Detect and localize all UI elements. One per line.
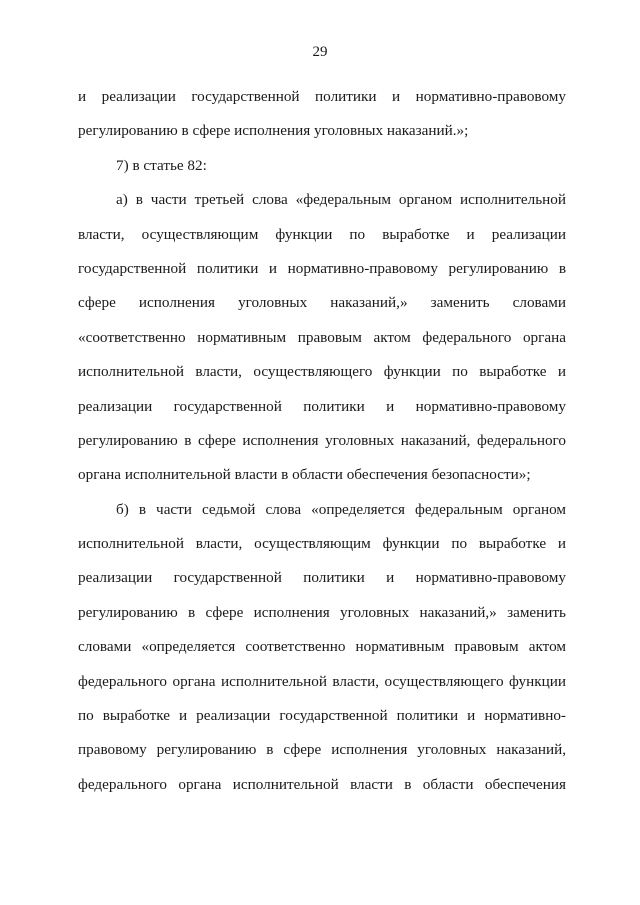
text-line: реализации государственной политики и нормативно-правовому <box>78 569 566 587</box>
text-line: реализации государственной политики и нормативно-правовому <box>78 397 566 415</box>
paragraph <box>78 183 566 493</box>
text-line: 7) в статье 82: <box>116 156 207 174</box>
text-line: и реализации государственной политики и нормативно-правовому <box>78 88 566 105</box>
text-line: регулированию в сфере исполнения уголовных наказаний.»; <box>78 122 469 140</box>
document-body <box>78 80 566 802</box>
text-line: а) в части третьей слова «федеральным органом исполнительной <box>116 191 566 209</box>
text-line: исполнительной власти, осуществляющего функции по выработке и <box>78 363 566 381</box>
text-line: регулированию в сфере исполнения уголовных наказаний, федерального <box>78 431 566 449</box>
paragraph <box>78 80 566 149</box>
text-line: «соответственно нормативным правовым актом федерального органа <box>78 328 566 346</box>
paragraph <box>78 149 566 183</box>
text-line: федерального органа исполнительной власти, осуществляющего функции <box>78 672 566 690</box>
text-line: власти, осуществляющим функции по выработке и реализации <box>78 225 566 243</box>
page-number: 29 <box>312 44 328 60</box>
text-line: государственной политики и нормативно-правовому регулированию в <box>78 259 566 277</box>
text-line: б) в части седьмой слова «определяется федеральным органом <box>116 500 566 518</box>
text-line: словами «определяется соответственно нормативным правовым актом <box>78 638 566 656</box>
text-line: исполнительной власти, осуществляющим функции по выработке и <box>78 535 566 553</box>
text-line: правовому регулированию в сфере исполнения уголовных наказаний, <box>78 741 566 759</box>
text-line: по выработке и реализации государственной политики и нормативно- <box>78 707 566 725</box>
text-line: сфере исполнения уголовных наказаний,» заменить словами <box>78 294 566 312</box>
text-line: федерального органа исполнительной власти в области обеспечения <box>78 775 566 793</box>
paragraph <box>78 493 566 803</box>
text-line: органа исполнительной власти в области обеспечения безопасности»; <box>78 466 531 484</box>
text-line: регулированию в сфере исполнения уголовных наказаний,» заменить <box>78 603 566 621</box>
